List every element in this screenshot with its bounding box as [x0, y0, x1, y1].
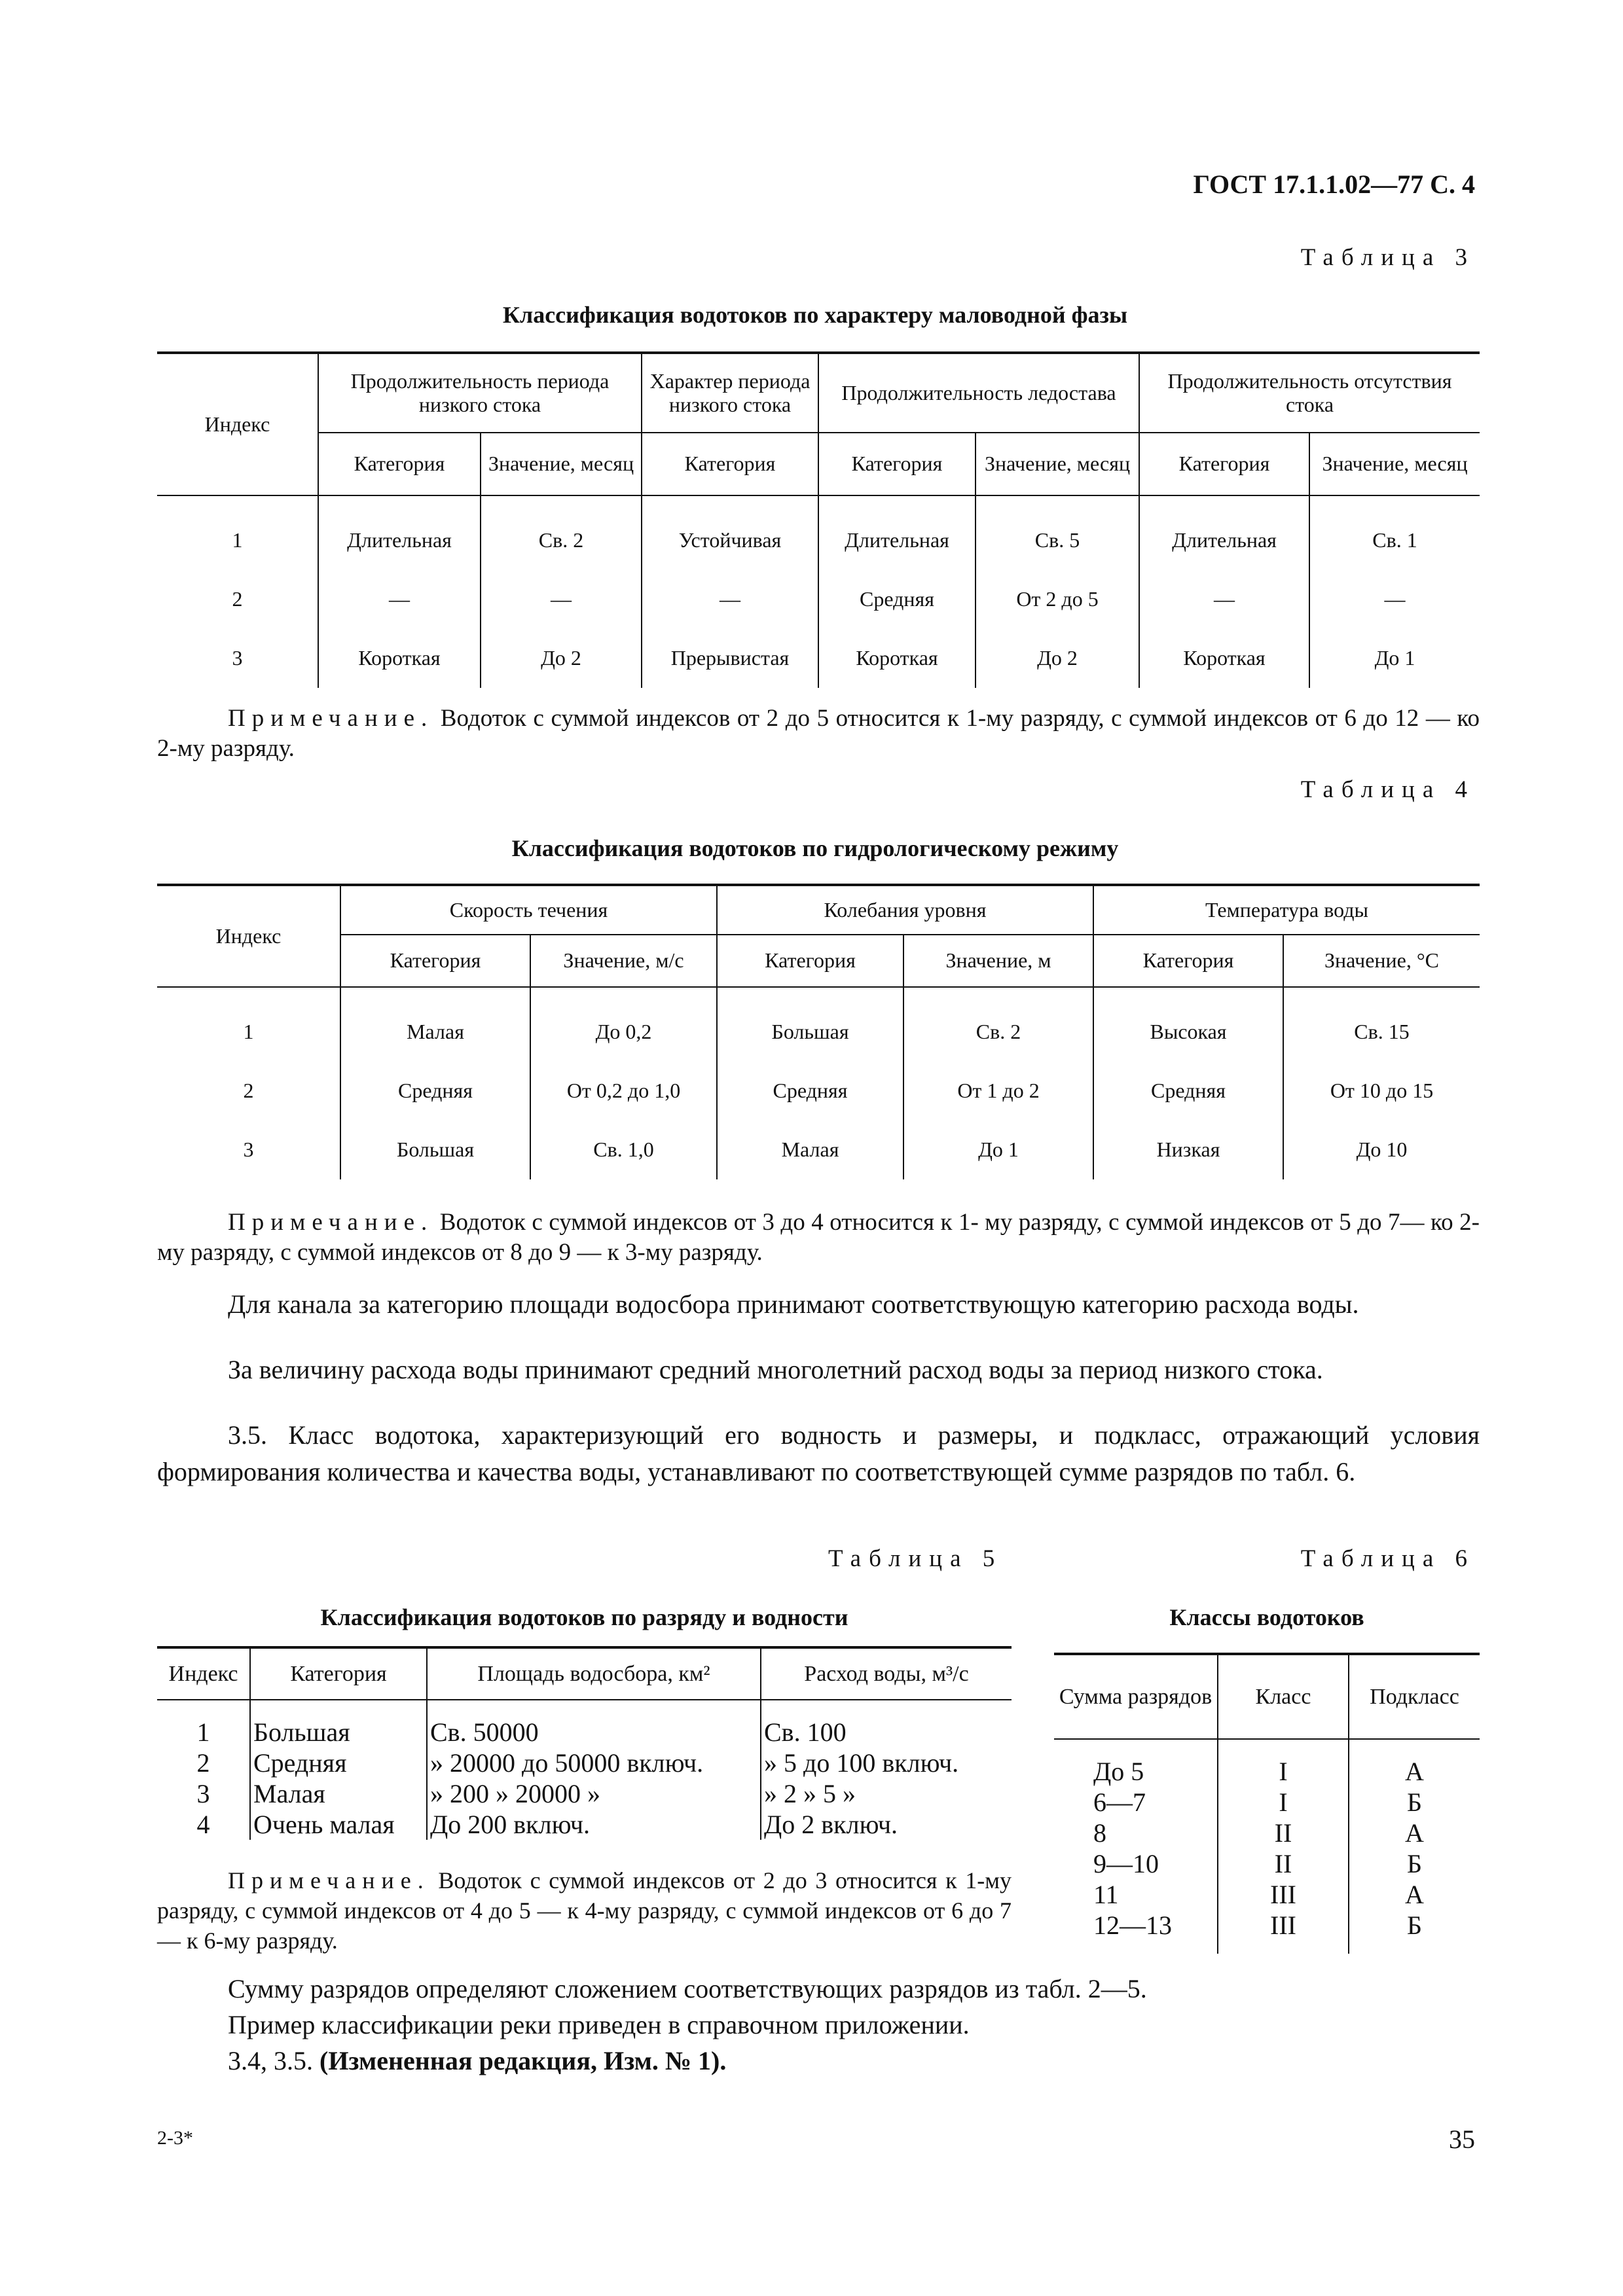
table-cell: Средняя — [250, 1748, 427, 1778]
note-text: Водоток с суммой индексов от 2 до 5 относится к 1-му разряду, с суммой индексов от 6 до 12 — ко 2-му разряду. — [157, 705, 1480, 762]
table6-title: Классы водотоков — [1169, 1604, 1364, 1630]
table-cell: 8 — [1054, 1818, 1218, 1848]
table-cell: III — [1218, 1910, 1349, 1941]
table4-header-index: Индекс — [157, 885, 340, 987]
table-row — [157, 1778, 1012, 1809]
table-cell: Средняя — [1093, 1062, 1283, 1121]
table-cell: Короткая — [1139, 629, 1309, 688]
table-row — [157, 570, 1480, 629]
table-cell: 2 — [157, 1062, 340, 1121]
table4-title: Классификация водотоков по гидрологическому режиму — [511, 835, 1119, 861]
table3-label: Таблица 3 — [1300, 244, 1475, 271]
table-cell: А — [1405, 1818, 1424, 1848]
table-cell: Большая — [717, 1003, 903, 1062]
table-cell: — — [318, 570, 481, 629]
table-row — [157, 1809, 1012, 1840]
table-cell: Большая — [340, 1121, 530, 1179]
table-cell: 4 — [157, 1809, 250, 1840]
closing-line: Пример классификации реки приведен в справочном приложении. — [228, 2010, 970, 2039]
table6-header-subclass: Подкласс — [1349, 1654, 1480, 1739]
table5-note — [157, 1865, 1012, 1956]
table5-header-area: Площадь водосбора, км² — [427, 1647, 761, 1700]
table-cell: Малая — [717, 1121, 903, 1179]
table-row — [1054, 1787, 1480, 1818]
table4-sub-category: Категория — [340, 935, 530, 987]
table-cell: Высокая — [1093, 1003, 1283, 1062]
table-cell: От 2 до 5 — [976, 570, 1139, 629]
table6-header-class: Класс — [1218, 1654, 1349, 1739]
table-cell: Св. 15 — [1354, 1020, 1410, 1044]
table4-sub-category: Категория — [717, 935, 903, 987]
table-row — [1054, 1910, 1480, 1941]
table-cell: I — [1218, 1787, 1349, 1818]
table-cell: Устойчивая — [642, 511, 818, 570]
table-cell: 2 — [157, 570, 318, 629]
table4-sub-category: Категория — [1093, 935, 1283, 987]
table-cell: Большая — [250, 1717, 427, 1748]
table3-header-group2: Характер периода низкого стока — [642, 353, 818, 433]
table-cell: 3 — [157, 1778, 250, 1809]
table-cell: Прерывистая — [642, 629, 818, 688]
table-cell: III — [1218, 1879, 1349, 1910]
table-cell: Средняя — [717, 1062, 903, 1121]
amendment-note: (Измененная редакция, Изм. № 1). — [319, 2046, 727, 2075]
table-cell: 6—7 — [1054, 1787, 1218, 1818]
table-row — [1054, 1818, 1480, 1848]
table-cell: 12—13 — [1054, 1910, 1218, 1941]
table-row — [1054, 1848, 1480, 1879]
paragraph: 3.5. Класс водотока, характеризующий его водность и размеры, и подкласс, отражающий условия формирования количества и качества воды, устанавливают по соответствующей сумме разрядов по табл. 6. — [157, 1420, 1480, 1486]
table-cell: Б — [1407, 1787, 1422, 1817]
table3-header-group1: Продолжительность периода низкого стока — [318, 353, 642, 433]
table-row — [157, 1062, 1480, 1121]
table4-sub-value: Значение, °С — [1283, 935, 1480, 987]
table-cell: От 10 до 15 — [1330, 1079, 1434, 1103]
table3-sub-value: Значение, месяц — [481, 433, 642, 495]
table-cell: Средняя — [340, 1062, 530, 1121]
table-cell: От 0,2 до 1,0 — [530, 1062, 717, 1121]
table-cell: До 2 включ. — [764, 1810, 898, 1839]
page-number: 35 — [1449, 2125, 1475, 2154]
table3-header-group4: Продолжительность отсутствия стока — [1139, 353, 1480, 433]
paragraph: За величину расхода воды принимают средний многолетний расход воды за период низкого стока. — [228, 1355, 1323, 1384]
table-cell: До 0,2 — [530, 1003, 717, 1062]
table5 — [157, 1646, 1012, 1840]
table-cell: Длительная — [318, 511, 481, 570]
table3-sub-value: Значение, месяц — [976, 433, 1139, 495]
table4-sub-value: Значение, м — [903, 935, 1093, 987]
table6 — [1054, 1653, 1480, 1954]
note-text: Водоток с суммой индексов от 2 до 3 относится к 1-му разряду, с суммой индексов от 4 до 5 — к 4-му разряду, с суммой индексов от 6 до 7 — к 6-му разряду. — [157, 1867, 1012, 1954]
table-cell: 3 — [157, 1121, 340, 1179]
table3-header-index: Индекс — [157, 353, 318, 495]
table-cell: Короткая — [318, 629, 481, 688]
table3-sub-category: Категория — [642, 433, 818, 495]
table-row — [157, 1717, 1012, 1748]
table3-sub-category: Категория — [1139, 433, 1309, 495]
table5-title: Классификация водотоков по разряду и водности — [320, 1604, 848, 1630]
table-cell: А — [1405, 1757, 1424, 1786]
table4-note — [157, 1208, 1480, 1268]
table-cell: До 1 — [1374, 646, 1415, 670]
table-cell: До 1 — [903, 1121, 1093, 1179]
table3-sub-category: Категория — [818, 433, 976, 495]
table-cell: А — [1405, 1880, 1424, 1909]
table-cell: — — [481, 570, 642, 629]
table-cell: Малая — [250, 1778, 427, 1809]
table-cell: До 10 — [1356, 1138, 1408, 1162]
table-cell: До 2 — [481, 629, 642, 688]
paragraph: Для канала за категорию площади водосбора принимают соответствующую категорию расхода воды. — [228, 1289, 1359, 1319]
table3 — [157, 351, 1480, 688]
table4-header-group2: Колебания уровня — [717, 885, 1093, 935]
table-cell: — — [1384, 587, 1406, 611]
table3-sub-value: Значение, месяц — [1309, 433, 1480, 495]
table-cell: Св. 100 — [764, 1717, 847, 1747]
table-cell: Св. 1 — [1372, 528, 1417, 552]
table4-sub-value: Значение, м/с — [530, 935, 717, 987]
closing-line: Сумму разрядов определяют сложением соответствующих разрядов из табл. 2—5. — [228, 1974, 1147, 2003]
table-cell: До 2 — [976, 629, 1139, 688]
table-cell: Малая — [340, 1003, 530, 1062]
table-cell: Б — [1407, 1849, 1422, 1878]
table-cell: 2 — [157, 1748, 250, 1778]
table-cell: До 5 — [1054, 1756, 1218, 1787]
table3-title: Классификация водотоков по характеру маловодной фазы — [502, 302, 1128, 328]
table-cell: II — [1218, 1818, 1349, 1848]
table-cell: 9—10 — [1054, 1848, 1218, 1879]
table-cell: 1 — [157, 1717, 250, 1748]
table5-header-category: Категория — [250, 1647, 427, 1700]
table4 — [157, 884, 1480, 1179]
table-cell: Короткая — [818, 629, 976, 688]
table-cell: Б — [1407, 1910, 1422, 1940]
table-cell: 1 — [157, 1003, 340, 1062]
table-cell: 1 — [157, 511, 318, 570]
table-cell: Очень малая — [250, 1809, 427, 1840]
table-cell: — — [1139, 570, 1309, 629]
table5-header-index: Индекс — [157, 1647, 250, 1700]
table3-header-group3: Продолжительность ледостава — [818, 353, 1139, 433]
amendment-prefix: 3.4, 3.5. — [228, 2046, 319, 2075]
table-cell: II — [1218, 1848, 1349, 1879]
table-cell: 3 — [157, 629, 318, 688]
footer-left: 2-3* — [157, 2127, 193, 2149]
closing-amendment — [228, 2045, 726, 2076]
table-cell: Св. 50000 — [427, 1717, 761, 1748]
table4-header-group1: Скорость течения — [340, 885, 717, 935]
table-cell: Св. 1,0 — [530, 1121, 717, 1179]
table-cell: Св. 5 — [976, 511, 1139, 570]
table-cell: I — [1218, 1756, 1349, 1787]
table5-header-flow: Расход воды, м³/с — [761, 1647, 1012, 1700]
table-cell: От 1 до 2 — [903, 1062, 1093, 1121]
table-row — [157, 1003, 1480, 1062]
document-header: ГОСТ 17.1.1.02—77 С. 4 — [1193, 170, 1475, 199]
note-label: Примечание. — [228, 1867, 430, 1893]
table-cell: Св. 2 — [481, 511, 642, 570]
table-row — [157, 1748, 1012, 1778]
note-text: Водоток с суммой индексов от 3 до 4 относится к 1- му разряду, с суммой индексов от 5 до 7— ко 2-му разряду, с суммой индексов от 8 до 9 — к 3-му разряду. — [157, 1209, 1480, 1266]
table-row — [1054, 1879, 1480, 1910]
table-cell: — — [642, 570, 818, 629]
table3-note — [157, 704, 1480, 764]
table-row — [157, 511, 1480, 570]
table-row — [157, 629, 1480, 688]
table-cell: » 200 » 20000 » — [427, 1778, 761, 1809]
table6-header-sum: Сумма разрядов — [1054, 1654, 1218, 1739]
table-cell: » 20000 до 50000 включ. — [427, 1748, 761, 1778]
table-cell: » 5 до 100 включ. — [764, 1748, 959, 1778]
table-cell: Длительная — [1139, 511, 1309, 570]
table-cell: Средняя — [818, 570, 976, 629]
table-row — [1054, 1756, 1480, 1787]
table-cell: » 2 » 5 » — [764, 1779, 856, 1808]
table5-label: Таблица 5 — [828, 1545, 1003, 1572]
table4-header-group3: Температура воды — [1093, 885, 1480, 935]
note-label: Примечание. — [228, 1209, 434, 1236]
table4-label: Таблица 4 — [1300, 776, 1475, 803]
table-row — [157, 1121, 1480, 1179]
table-cell: 11 — [1054, 1879, 1218, 1910]
table-cell: До 200 включ. — [427, 1809, 761, 1840]
table-cell: Низкая — [1093, 1121, 1283, 1179]
table6-label: Таблица 6 — [1300, 1545, 1475, 1572]
table3-sub-category: Категория — [318, 433, 481, 495]
note-label: Примечание. — [228, 705, 434, 732]
table-cell: Длительная — [818, 511, 976, 570]
table-cell: Св. 2 — [903, 1003, 1093, 1062]
